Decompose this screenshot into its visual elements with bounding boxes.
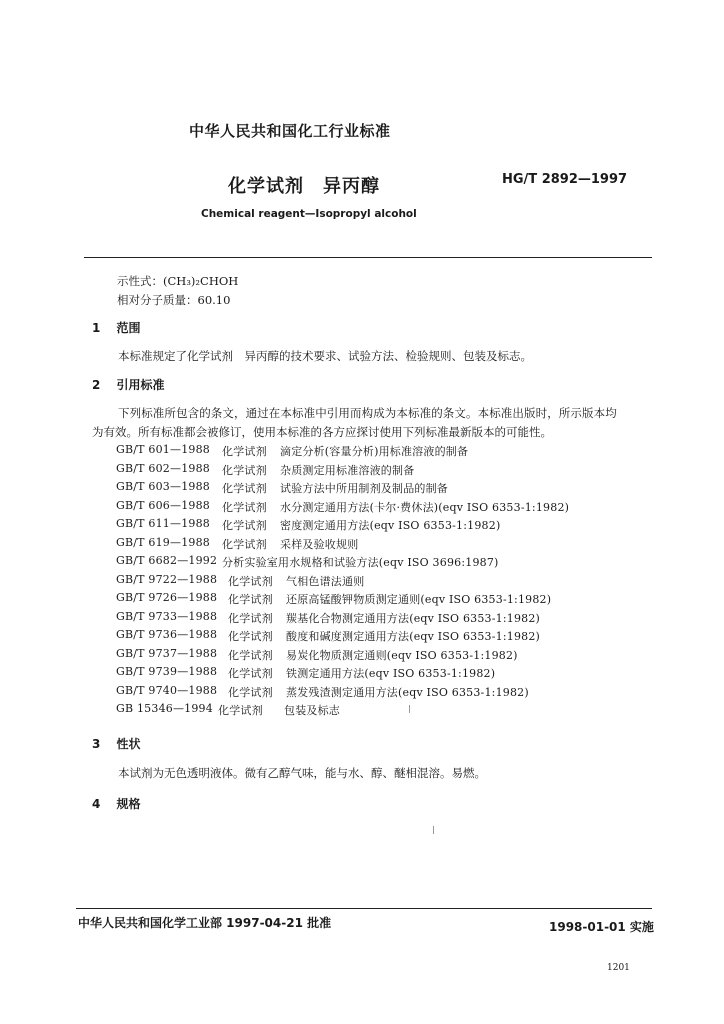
reference-title: 气相色谱法通则 (286, 574, 365, 588)
structural-formula: 示性式：(CH₃)₂CHOH (117, 274, 239, 288)
section-2-title: 引用标准 (116, 378, 165, 392)
reference-category: 化学试剂 (222, 519, 267, 532)
section-1-title: 范围 (116, 321, 141, 335)
normative-references-list (116, 443, 656, 723)
issuing-authority-title: 中华人民共和国化工行业标准 (189, 122, 391, 140)
reference-category: 化学试剂 (228, 685, 273, 699)
reference-code: GB 15346—1994 (116, 702, 213, 715)
reference-category: 化学试剂 (228, 593, 273, 606)
section-2-intro-line-2: 为有效。所有标准都会被修订，使用本标准的各方应探讨使用下列标准最新版本的可能性。 (92, 425, 552, 439)
reference-item (116, 462, 656, 478)
reference-category: 化学试剂 (222, 482, 267, 495)
reference-code: GB/T 9737—1988 (116, 646, 218, 660)
section-3-title: 性状 (116, 737, 141, 751)
reference-code: GB/T 9736—1988 (116, 628, 218, 641)
reference-item (116, 443, 656, 459)
reference-item (116, 536, 656, 552)
reference-item (116, 647, 656, 663)
reference-code: GB/T 619—1988 (116, 535, 210, 549)
scan-speck (409, 705, 410, 713)
reference-code: GB/T 6682—1992 (116, 554, 218, 567)
reference-title: 采样及验收规则 (280, 537, 359, 551)
section-3-heading (92, 735, 141, 752)
reference-item (116, 702, 656, 718)
reference-item (116, 517, 656, 533)
reference-title: 易炭化物质测定通则(eqv ISO 6353-1:1982) (286, 648, 518, 662)
reference-category: 化学试剂 (222, 537, 267, 551)
reference-title: 铁测定通用方法(eqv ISO 6353-1:1982) (286, 667, 496, 680)
reference-category: 化学试剂 (228, 630, 273, 643)
reference-code: GB/T 611—1988 (116, 517, 210, 530)
english-title: Chemical reagent—Isopropyl alcohol (201, 208, 417, 220)
footer-rule (76, 908, 652, 909)
section-2-heading (92, 376, 165, 393)
section-1-number: 1 (92, 321, 101, 335)
reference-code: GB/T 601—1988 (116, 443, 210, 456)
scan-speck (433, 826, 434, 834)
page-number: 1201 (607, 963, 630, 973)
reference-category: 化学试剂 (222, 463, 267, 477)
reference-code: GB/T 9722—1988 (116, 572, 218, 586)
reference-title: 还原高锰酸钾物质测定通则(eqv ISO 6353-1:1982) (286, 593, 552, 606)
reference-item (116, 499, 656, 515)
reference-item (116, 554, 656, 570)
header-rule (84, 257, 652, 258)
section-4-number: 4 (92, 797, 101, 811)
reference-category: 化学试剂 (228, 611, 273, 625)
reference-title: 酸度和碱度测定通用方法(eqv ISO 6353-1:1982) (286, 630, 541, 643)
reference-item (116, 665, 656, 681)
reference-title: 滴定分析(容量分析)用标准溶液的制备 (280, 445, 469, 458)
section-4-heading (92, 795, 141, 812)
reference-code: GB/T 606—1988 (116, 498, 210, 512)
reference-category: 化学试剂 (228, 574, 273, 588)
approval-line: 中华人民共和国化学工业部 1997-04-21 批准 (78, 916, 332, 930)
section-3-number: 3 (92, 737, 101, 751)
section-1-text: 本标准规定了化学试剂 异丙醇的技术要求、试验方法、检验规则、包装及标志。 (118, 349, 532, 363)
section-4-title: 规格 (116, 797, 141, 811)
reference-title: 杂质测定用标准溶液的制备 (280, 463, 415, 477)
section-2-intro-line-1: 下列标准所包含的条文，通过在本标准中引用而构成为本标准的条文。本标准出版时，所示版本均 (118, 406, 617, 420)
reference-category: 化学试剂 (228, 648, 273, 662)
reference-title: 水分测定通用方法(卡尔·费休法)(eqv ISO 6353-1:1982) (280, 500, 570, 514)
reference-title: 蒸发残渣测定通用方法(eqv ISO 6353-1:1982) (286, 685, 529, 699)
reference-category: 化学试剂 (222, 500, 267, 514)
reference-code: GB/T 603—1988 (116, 480, 210, 493)
reference-category: 化学试剂 (228, 667, 273, 680)
reference-item (116, 684, 656, 700)
reference-code: GB/T 9739—1988 (116, 665, 218, 678)
reference-code: GB/T 602—1988 (116, 461, 210, 475)
standard-code: HG/T 2892—1997 (502, 172, 628, 187)
reference-item (116, 573, 656, 589)
document-title: 化学试剂 异丙醇 (228, 176, 380, 197)
effective-date: 1998-01-01 实施 (549, 920, 654, 934)
reference-title: 羰基化合物测定通用方法(eqv ISO 6353-1:1982) (286, 611, 541, 625)
section-1-heading (92, 319, 141, 336)
reference-title: 分析实验室用水规格和试验方法(eqv ISO 3696:1987) (222, 556, 499, 569)
reference-category: 化学试剂 (218, 704, 263, 717)
section-2-number: 2 (92, 378, 101, 392)
reference-title: 试验方法中所用制剂及制品的制备 (280, 482, 448, 495)
section-3-text: 本试剂为无色透明液体。微有乙醇气味，能与水、醇、醚相混溶。易燃。 (118, 766, 486, 780)
molecular-mass: 相对分子质量：60.10 (117, 293, 231, 307)
reference-item (116, 480, 656, 496)
reference-item (116, 610, 656, 626)
reference-title: 包装及标志 (284, 704, 340, 717)
reference-code: GB/T 9733—1988 (116, 609, 218, 623)
reference-item (116, 628, 656, 644)
reference-title: 密度测定通用方法(eqv ISO 6353-1:1982) (280, 519, 501, 532)
reference-item (116, 591, 656, 607)
reference-category: 化学试剂 (222, 445, 267, 458)
reference-code: GB/T 9740—1988 (116, 683, 218, 697)
reference-code: GB/T 9726—1988 (116, 591, 218, 604)
